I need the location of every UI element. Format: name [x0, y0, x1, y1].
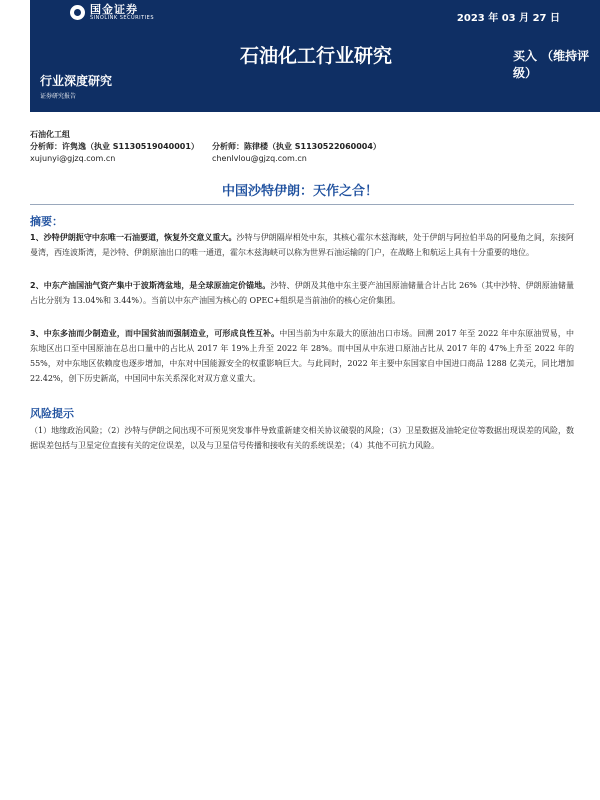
- summary-point-1-body: 沙特与伊朗隔岸相处中东，其核心霍尔木兹海峡，处于伊朗与阿拉伯半岛的阿曼角之间，东接阿曼湾，西连波斯湾，是沙特、伊朗原油出口的唯一通道，霍尔木兹海峡可以称为世界石油运输的门户，在战略上和航运上具有十分重要的地位。: [30, 233, 574, 257]
- logo-icon: [70, 5, 85, 20]
- divider: [30, 204, 574, 205]
- report-headline: 中国沙特伊朗：天作之合！: [221, 184, 378, 199]
- analyst-1: 分析师：许隽逸（执业 S1130519040001）: [30, 142, 199, 151]
- logo-english-name: SINOLINK SECURITIES: [90, 15, 154, 21]
- report-subtitle: 证券研究报告: [40, 93, 77, 100]
- analyst-1-email[interactable]: xujunyi@gjzq.com.cn: [30, 154, 116, 163]
- report-title: 石油化工行业研究: [240, 45, 393, 67]
- sector-label: 石油化工组: [30, 130, 70, 139]
- logo-name: 国金证券: [90, 3, 138, 16]
- summary-point-2-body: 沙特、伊朗及其他中东主要产油国原油储量合计占比 26%（其中沙特、伊朗原油储量占比分别为 13.04%和 3.44%）。当前以中东产油国为核心的 OPEC+组织是当前油价的核心定价集团。: [30, 281, 574, 305]
- risk-paragraph: （1）地缘政治风险；（2）沙特与伊朗之间出现不可预见突发事件导致重新建交相关协议破裂的风险；（3）卫星数据及油轮定位等数据出现误差的风险，数据误差包括与卫星定位直接有关的定位误差，以及与卫星信号传播和接收有关的系统误差；（4）其他不可抗力风险。: [30, 426, 574, 450]
- report-date: 2023 年 03 月 27 日: [456, 13, 560, 24]
- summary-point-2-lead: 2、中东产油国油气资产集中于波斯湾盆地，是全球原油定价锚地。: [30, 281, 271, 290]
- summary-paragraph-1: [30, 230, 574, 260]
- rating-label: 买入 （维持评级）: [513, 49, 590, 80]
- company-logo: [70, 4, 154, 21]
- summary-title: 摘要：: [30, 215, 63, 228]
- report-type: 行业深度研究: [40, 74, 113, 88]
- summary-point-3-lead: 3、中东多油而少制造业，而中国贫油而强制造业，可形成良性互补。: [30, 329, 280, 338]
- risk-title: 风险提示: [30, 407, 74, 420]
- report-header: [30, 0, 600, 112]
- summary-paragraph-2: [30, 278, 574, 308]
- summary-paragraph-3: [30, 326, 574, 386]
- analyst-2-email[interactable]: chenlvlou@gjzq.com.cn: [212, 154, 307, 163]
- summary-point-1-lead: 1、沙特伊朗扼守中东唯一石油要道，恢复外交意义重大。: [30, 233, 237, 242]
- analyst-info: [30, 129, 381, 165]
- summary-point-3-body: 中国当前为中东最大的原油出口市场。回溯 2017 年至 2022 年中东原油贸易，中东地区出口至中国原油在总出口量中的占比从 2017 年 19%上升至 2022 年 28%。而中国从中东进口原油占比从 2017 年的 47%上升至 2022 年的 55%，对中东地区依赖度也逐步增加，中东对中国能源安全的权重影响巨大。与此同时，2022 年主要中东国家自中国进口商品 1288 亿美元，同比增加 22.42%，创下历史新高，中国同中东关系深化对双方意义重大。: [30, 329, 574, 383]
- analyst-2: 分析师：陈律楼（执业 S1130522060004）: [212, 142, 381, 151]
